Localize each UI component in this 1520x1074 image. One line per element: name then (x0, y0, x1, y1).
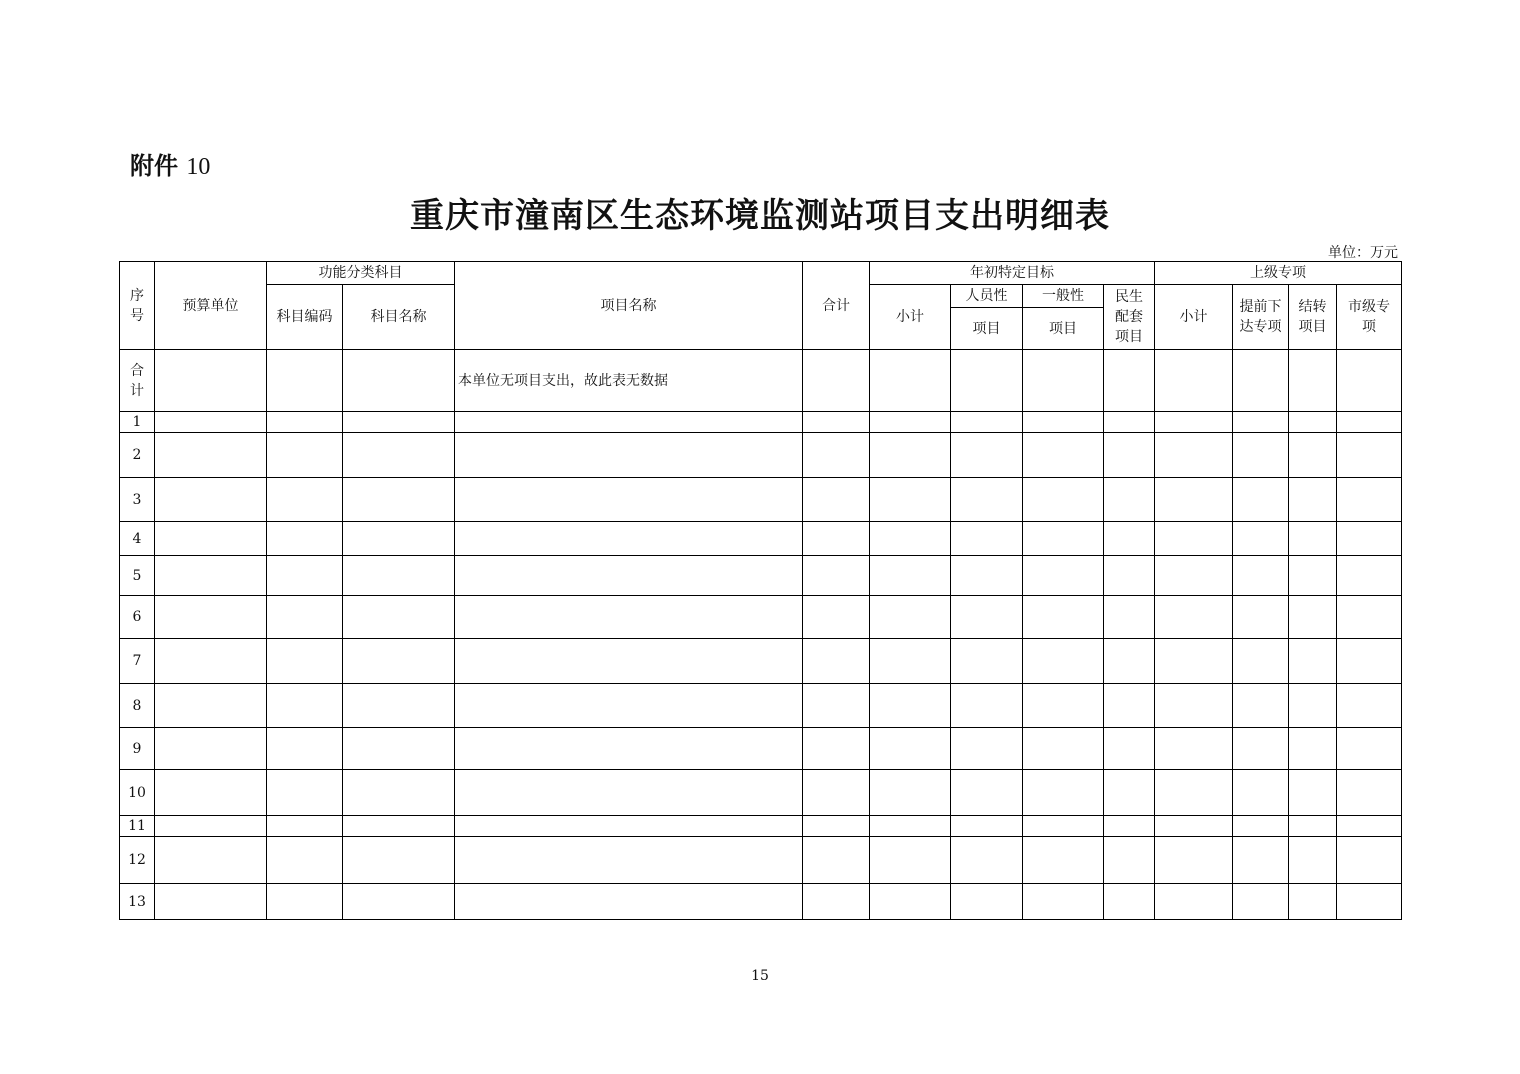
table-cell (1289, 639, 1337, 684)
row-number: 12 (120, 837, 155, 884)
header-general: 一般性 (1023, 285, 1104, 308)
table-cell (343, 684, 455, 728)
table-cell (1155, 522, 1233, 556)
project-expenditure-table (119, 261, 1402, 920)
table-cell (1233, 478, 1289, 522)
table-cell (870, 837, 951, 884)
table-cell (455, 596, 803, 639)
table-cell (155, 728, 267, 770)
header-budget-unit: 预算单位 (155, 262, 267, 350)
page-title: 重庆市潼南区生态环境监测站项目支出明细表 (410, 196, 1110, 236)
table-cell (1155, 684, 1233, 728)
table-cell (1104, 837, 1155, 884)
table-cell (870, 433, 951, 478)
table-row (120, 433, 1402, 478)
table-cell (1104, 556, 1155, 596)
table-cell (1104, 433, 1155, 478)
table-cell (1337, 433, 1402, 478)
table-row (120, 728, 1402, 770)
table-cell (267, 770, 343, 816)
table-cell (1023, 556, 1104, 596)
table-cell (1337, 478, 1402, 522)
table-cell (951, 816, 1023, 837)
table-cell (455, 522, 803, 556)
table-cell (1155, 728, 1233, 770)
table-cell (1289, 478, 1337, 522)
table-cell (1155, 884, 1233, 920)
table-cell (1023, 412, 1104, 433)
table-cell (1289, 433, 1337, 478)
table-cell (1023, 639, 1104, 684)
table-cell (1233, 770, 1289, 816)
table-cell (1155, 770, 1233, 816)
table-cell (267, 596, 343, 639)
table-cell (343, 639, 455, 684)
table-cell (1233, 556, 1289, 596)
table-cell (343, 816, 455, 837)
header-carryover: 结转项目 (1289, 285, 1337, 350)
table-row (120, 837, 1402, 884)
table-row (120, 684, 1402, 728)
total-row-label: 合计 (120, 350, 155, 412)
header-personnel-item: 项目 (951, 308, 1023, 350)
table-cell (803, 556, 870, 596)
table-cell (455, 433, 803, 478)
table-cell (1155, 639, 1233, 684)
table-cell (1289, 412, 1337, 433)
header-superior-subtotal: 小计 (1155, 285, 1233, 350)
table-cell (951, 412, 1023, 433)
table-cell (1337, 596, 1402, 639)
table-cell (1023, 837, 1104, 884)
table-cell (951, 770, 1023, 816)
table-cell (1104, 522, 1155, 556)
table-cell (267, 412, 343, 433)
header-city: 市级专项 (1337, 285, 1402, 350)
table-row (120, 556, 1402, 596)
table-cell (267, 837, 343, 884)
header-subject-name: 科目名称 (343, 285, 455, 350)
table-cell (1023, 884, 1104, 920)
table-cell (1155, 837, 1233, 884)
table-cell (1023, 596, 1104, 639)
table-cell (1233, 816, 1289, 837)
row-number: 6 (120, 596, 155, 639)
row-number: 13 (120, 884, 155, 920)
table-cell (155, 684, 267, 728)
header-seq: 序号 (120, 262, 155, 350)
table-cell (1233, 728, 1289, 770)
header-func-class: 功能分类科目 (267, 262, 455, 285)
table-cell (803, 837, 870, 884)
table-cell (951, 728, 1023, 770)
table-cell (1233, 884, 1289, 920)
table-cell (803, 770, 870, 816)
table-cell (1155, 816, 1233, 837)
table-cell (267, 884, 343, 920)
table-cell (870, 684, 951, 728)
row-number: 2 (120, 433, 155, 478)
table-cell (1337, 816, 1402, 837)
row-number: 4 (120, 522, 155, 556)
table-cell (1023, 522, 1104, 556)
header-subject-code: 科目编码 (267, 285, 343, 350)
table-cell (267, 728, 343, 770)
table-cell (1289, 522, 1337, 556)
table-cell (870, 816, 951, 837)
row-number: 8 (120, 684, 155, 728)
table-cell (455, 816, 803, 837)
table-cell (1104, 770, 1155, 816)
header-subtotal: 小计 (870, 285, 951, 350)
table-cell (870, 884, 951, 920)
table-cell (155, 433, 267, 478)
table-cell (1104, 728, 1155, 770)
table-cell (1155, 596, 1233, 639)
table-cell (803, 884, 870, 920)
table-cell (870, 522, 951, 556)
table-cell (343, 728, 455, 770)
table-cell (343, 522, 455, 556)
table-row (120, 816, 1402, 837)
table-row (120, 522, 1402, 556)
header-project-name: 项目名称 (455, 262, 803, 350)
header-personnel: 人员性 (951, 285, 1023, 308)
table-cell (951, 596, 1023, 639)
table-cell (951, 478, 1023, 522)
table-cell (1155, 478, 1233, 522)
header-advance: 提前下达专项 (1233, 285, 1289, 350)
table-cell (1337, 728, 1402, 770)
table-cell (1337, 837, 1402, 884)
table-cell (267, 522, 343, 556)
row-number: 7 (120, 639, 155, 684)
table-cell (1155, 556, 1233, 596)
header-livelihood: 民生配套项目 (1104, 285, 1155, 350)
table-cell (155, 556, 267, 596)
table-cell (155, 884, 267, 920)
table-row (120, 884, 1402, 920)
table-cell (343, 478, 455, 522)
row-number: 5 (120, 556, 155, 596)
table-cell (870, 556, 951, 596)
page-number: 15 (751, 968, 769, 984)
table-row (120, 596, 1402, 639)
table-cell (803, 478, 870, 522)
table-cell (1337, 684, 1402, 728)
total-row-note: 本单位无项目支出，故此表无数据 (455, 350, 803, 412)
table-cell (951, 837, 1023, 884)
table-cell (1289, 556, 1337, 596)
table-cell (455, 728, 803, 770)
table-cell (1337, 522, 1402, 556)
table-cell (455, 412, 803, 433)
table-cell (1104, 478, 1155, 522)
table-cell (1023, 478, 1104, 522)
table-cell (803, 522, 870, 556)
table-cell (951, 684, 1023, 728)
header-total: 合计 (803, 262, 870, 350)
table-cell (1289, 816, 1337, 837)
table-cell (870, 770, 951, 816)
header-annual-target: 年初特定目标 (870, 262, 1155, 285)
table-cell (803, 728, 870, 770)
table-cell (870, 412, 951, 433)
table-cell (455, 478, 803, 522)
table-cell (1289, 596, 1337, 639)
table-cell (155, 837, 267, 884)
table-cell (1023, 433, 1104, 478)
attachment-label: 附件 10 (130, 152, 211, 180)
table-cell (455, 639, 803, 684)
table-cell (1104, 412, 1155, 433)
table-cell (951, 556, 1023, 596)
table-cell (455, 770, 803, 816)
table-cell (803, 596, 870, 639)
table-cell (1023, 728, 1104, 770)
table-cell (343, 412, 455, 433)
table-cell (1289, 684, 1337, 728)
table-cell (1023, 770, 1104, 816)
table-cell (1104, 684, 1155, 728)
header-general-item: 项目 (1023, 308, 1104, 350)
table-row (120, 639, 1402, 684)
table-cell (267, 433, 343, 478)
table-cell (1289, 884, 1337, 920)
row-number: 10 (120, 770, 155, 816)
table-cell (1289, 770, 1337, 816)
table-cell (267, 556, 343, 596)
table-cell (155, 816, 267, 837)
table-cell (343, 884, 455, 920)
table-cell (1104, 816, 1155, 837)
table-cell (155, 596, 267, 639)
table-cell (1337, 556, 1402, 596)
table-row (120, 478, 1402, 522)
table-cell (1104, 596, 1155, 639)
row-number: 1 (120, 412, 155, 433)
total-row (120, 350, 1402, 412)
table-cell (1337, 639, 1402, 684)
table-cell (155, 412, 267, 433)
table-cell (1233, 596, 1289, 639)
table-cell (951, 433, 1023, 478)
table-cell (1104, 884, 1155, 920)
table-cell (1233, 433, 1289, 478)
table-cell (267, 816, 343, 837)
table-cell (267, 639, 343, 684)
table-cell (1337, 412, 1402, 433)
table-cell (951, 639, 1023, 684)
table-cell (1023, 684, 1104, 728)
table-cell (870, 596, 951, 639)
row-number: 9 (120, 728, 155, 770)
table-cell (455, 556, 803, 596)
table-cell (1233, 684, 1289, 728)
table-cell (870, 478, 951, 522)
table-cell (155, 522, 267, 556)
table-cell (343, 596, 455, 639)
table-cell (1337, 770, 1402, 816)
table-cell (455, 837, 803, 884)
table-cell (155, 770, 267, 816)
table-cell (870, 728, 951, 770)
table-cell (1289, 728, 1337, 770)
table-cell (1023, 816, 1104, 837)
header-superior: 上级专项 (1155, 262, 1402, 285)
table-cell (803, 412, 870, 433)
table-cell (951, 884, 1023, 920)
table-cell (803, 684, 870, 728)
table-cell (1104, 639, 1155, 684)
table-cell (343, 433, 455, 478)
table-cell (1337, 884, 1402, 920)
unit-label: 单位：万元 (1328, 245, 1398, 261)
table-row (120, 770, 1402, 816)
table-cell (1155, 412, 1233, 433)
table-cell (803, 639, 870, 684)
row-number: 3 (120, 478, 155, 522)
table-cell (267, 478, 343, 522)
table-cell (1233, 837, 1289, 884)
row-number: 11 (120, 816, 155, 837)
table-cell (870, 639, 951, 684)
table-row (120, 412, 1402, 433)
table-cell (1155, 433, 1233, 478)
table-cell (155, 478, 267, 522)
table-cell (803, 816, 870, 837)
table-cell (343, 837, 455, 884)
table-cell (803, 433, 870, 478)
table-cell (455, 884, 803, 920)
table-cell (1233, 522, 1289, 556)
table-cell (1233, 412, 1289, 433)
table-cell (1289, 837, 1337, 884)
table-cell (155, 639, 267, 684)
table-cell (343, 770, 455, 816)
table-cell (343, 556, 455, 596)
table-cell (267, 684, 343, 728)
table-cell (951, 522, 1023, 556)
table-cell (1233, 639, 1289, 684)
table-cell (455, 684, 803, 728)
